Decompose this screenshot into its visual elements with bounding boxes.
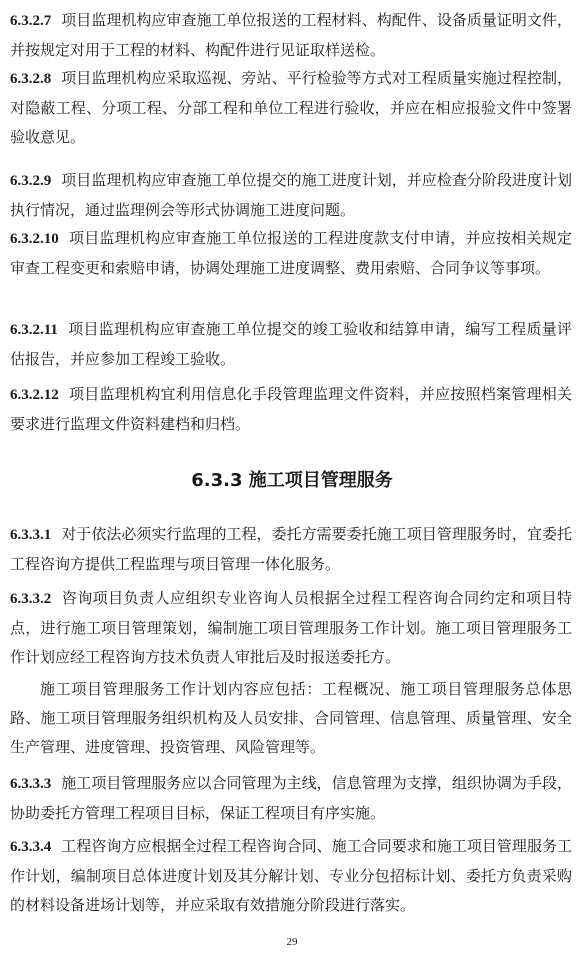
clause-text: 项目监理机构应审查施工单位报送的工程材料、构配件、设备质量证明文件，并按规定对用于工程的材料、构配件进行见证取样送检。	[10, 11, 572, 59]
clause-number: 6.3.2.8	[10, 71, 52, 87]
clause-text: 项目监理机构应审查施工单位提交的施工进度计划，并应检查分阶段进度计划执行情况，通过监理例会等形式协调施工进度问题。	[10, 171, 572, 219]
clause-text: 工程咨询方应根据全过程工程咨询合同、施工合同要求和施工项目管理服务工作计划，编制项目总体进度计划及其分解计划、专业分包招标计划、委托方负责采购的材料设备进场计划等，并应采取有效措施分阶段进行落实。	[10, 837, 572, 914]
clause-text: 项目监理机构应审查施工单位提交的竣工验收和结算申请，编写工程质量评估报告，并应参加工程竣工验收。	[10, 320, 572, 368]
page-number: 29	[286, 936, 298, 948]
clause-number: 6.3.3.4	[10, 839, 52, 855]
clause-text: 对于依法必须实行监理的工程，委托方需要委托施工项目管理服务时，宜委托工程咨询方提供工程监理与项目管理一体化服务。	[10, 525, 572, 573]
clause-number: 6.3.2.12	[10, 387, 59, 403]
clause-text: 施工项目管理服务工作计划内容应包括：工程概况、施工项目管理服务总体思路、施工项目管理服务组织机构及人员安排、合同管理、信息管理、质量管理、安全生产管理、进度管理、投资管理、风险管理等。	[10, 680, 572, 756]
clause-6-3-2-12	[10, 380, 572, 439]
clause-6-3-2-11	[10, 315, 572, 374]
clause-6-3-2-10	[10, 224, 572, 283]
clause-number: 6.3.2.9	[10, 173, 52, 189]
clause-6-3-3-3	[10, 769, 572, 828]
clause-6-3-3-2	[10, 584, 572, 672]
clause-number: 6.3.2.7	[10, 13, 52, 29]
clause-6-3-2-7	[10, 6, 572, 65]
clause-text: 项目监理机构宜利用信息化手段管理监理文件资料，并应按照档案管理相关要求进行监理文件资料建档和归档。	[10, 385, 572, 433]
clause-number: 6.3.2.11	[10, 322, 58, 338]
clause-number: 6.3.3.2	[10, 591, 52, 607]
clause-6-3-2-9	[10, 166, 572, 225]
section-title: 6.3.3 施工项目管理服务	[191, 470, 393, 491]
clause-6-3-2-8	[10, 64, 572, 152]
clause-number: 6.3.2.10	[10, 231, 59, 247]
clause-6-3-3-2-continuation	[10, 675, 572, 762]
clause-text: 咨询项目负责人应组织专业咨询人员根据全过程工程咨询合同约定和项目特点，进行施工项目管理策划，编制施工项目管理服务工作计划。施工项目管理服务工作计划应经工程咨询方技术负责人审批后及时报送委托方。	[10, 589, 572, 666]
clause-text: 项目监理机构应审查施工单位报送的工程进度款支付申请，并应按相关规定审查工程变更和索赔申请，协调处理施工进度调整、费用索赔、合同争议等事项。	[10, 229, 572, 277]
clause-text: 施工项目管理服务应以合同管理为主线，信息管理为支撑，组织协调为手段，协助委托方管理工程项目目标，保证工程项目有序实施。	[10, 774, 572, 822]
clause-text: 项目监理机构应采取巡视、旁站、平行检验等方式对工程质量实施过程控制，对隐蔽工程、分项工程、分部工程和单位工程进行验收，并应在相应报验文件中签署验收意见。	[10, 69, 572, 146]
clause-6-3-3-1	[10, 520, 572, 579]
clause-number: 6.3.3.3	[10, 776, 52, 792]
clause-number: 6.3.3.1	[10, 527, 52, 543]
clause-6-3-3-4	[10, 832, 572, 920]
